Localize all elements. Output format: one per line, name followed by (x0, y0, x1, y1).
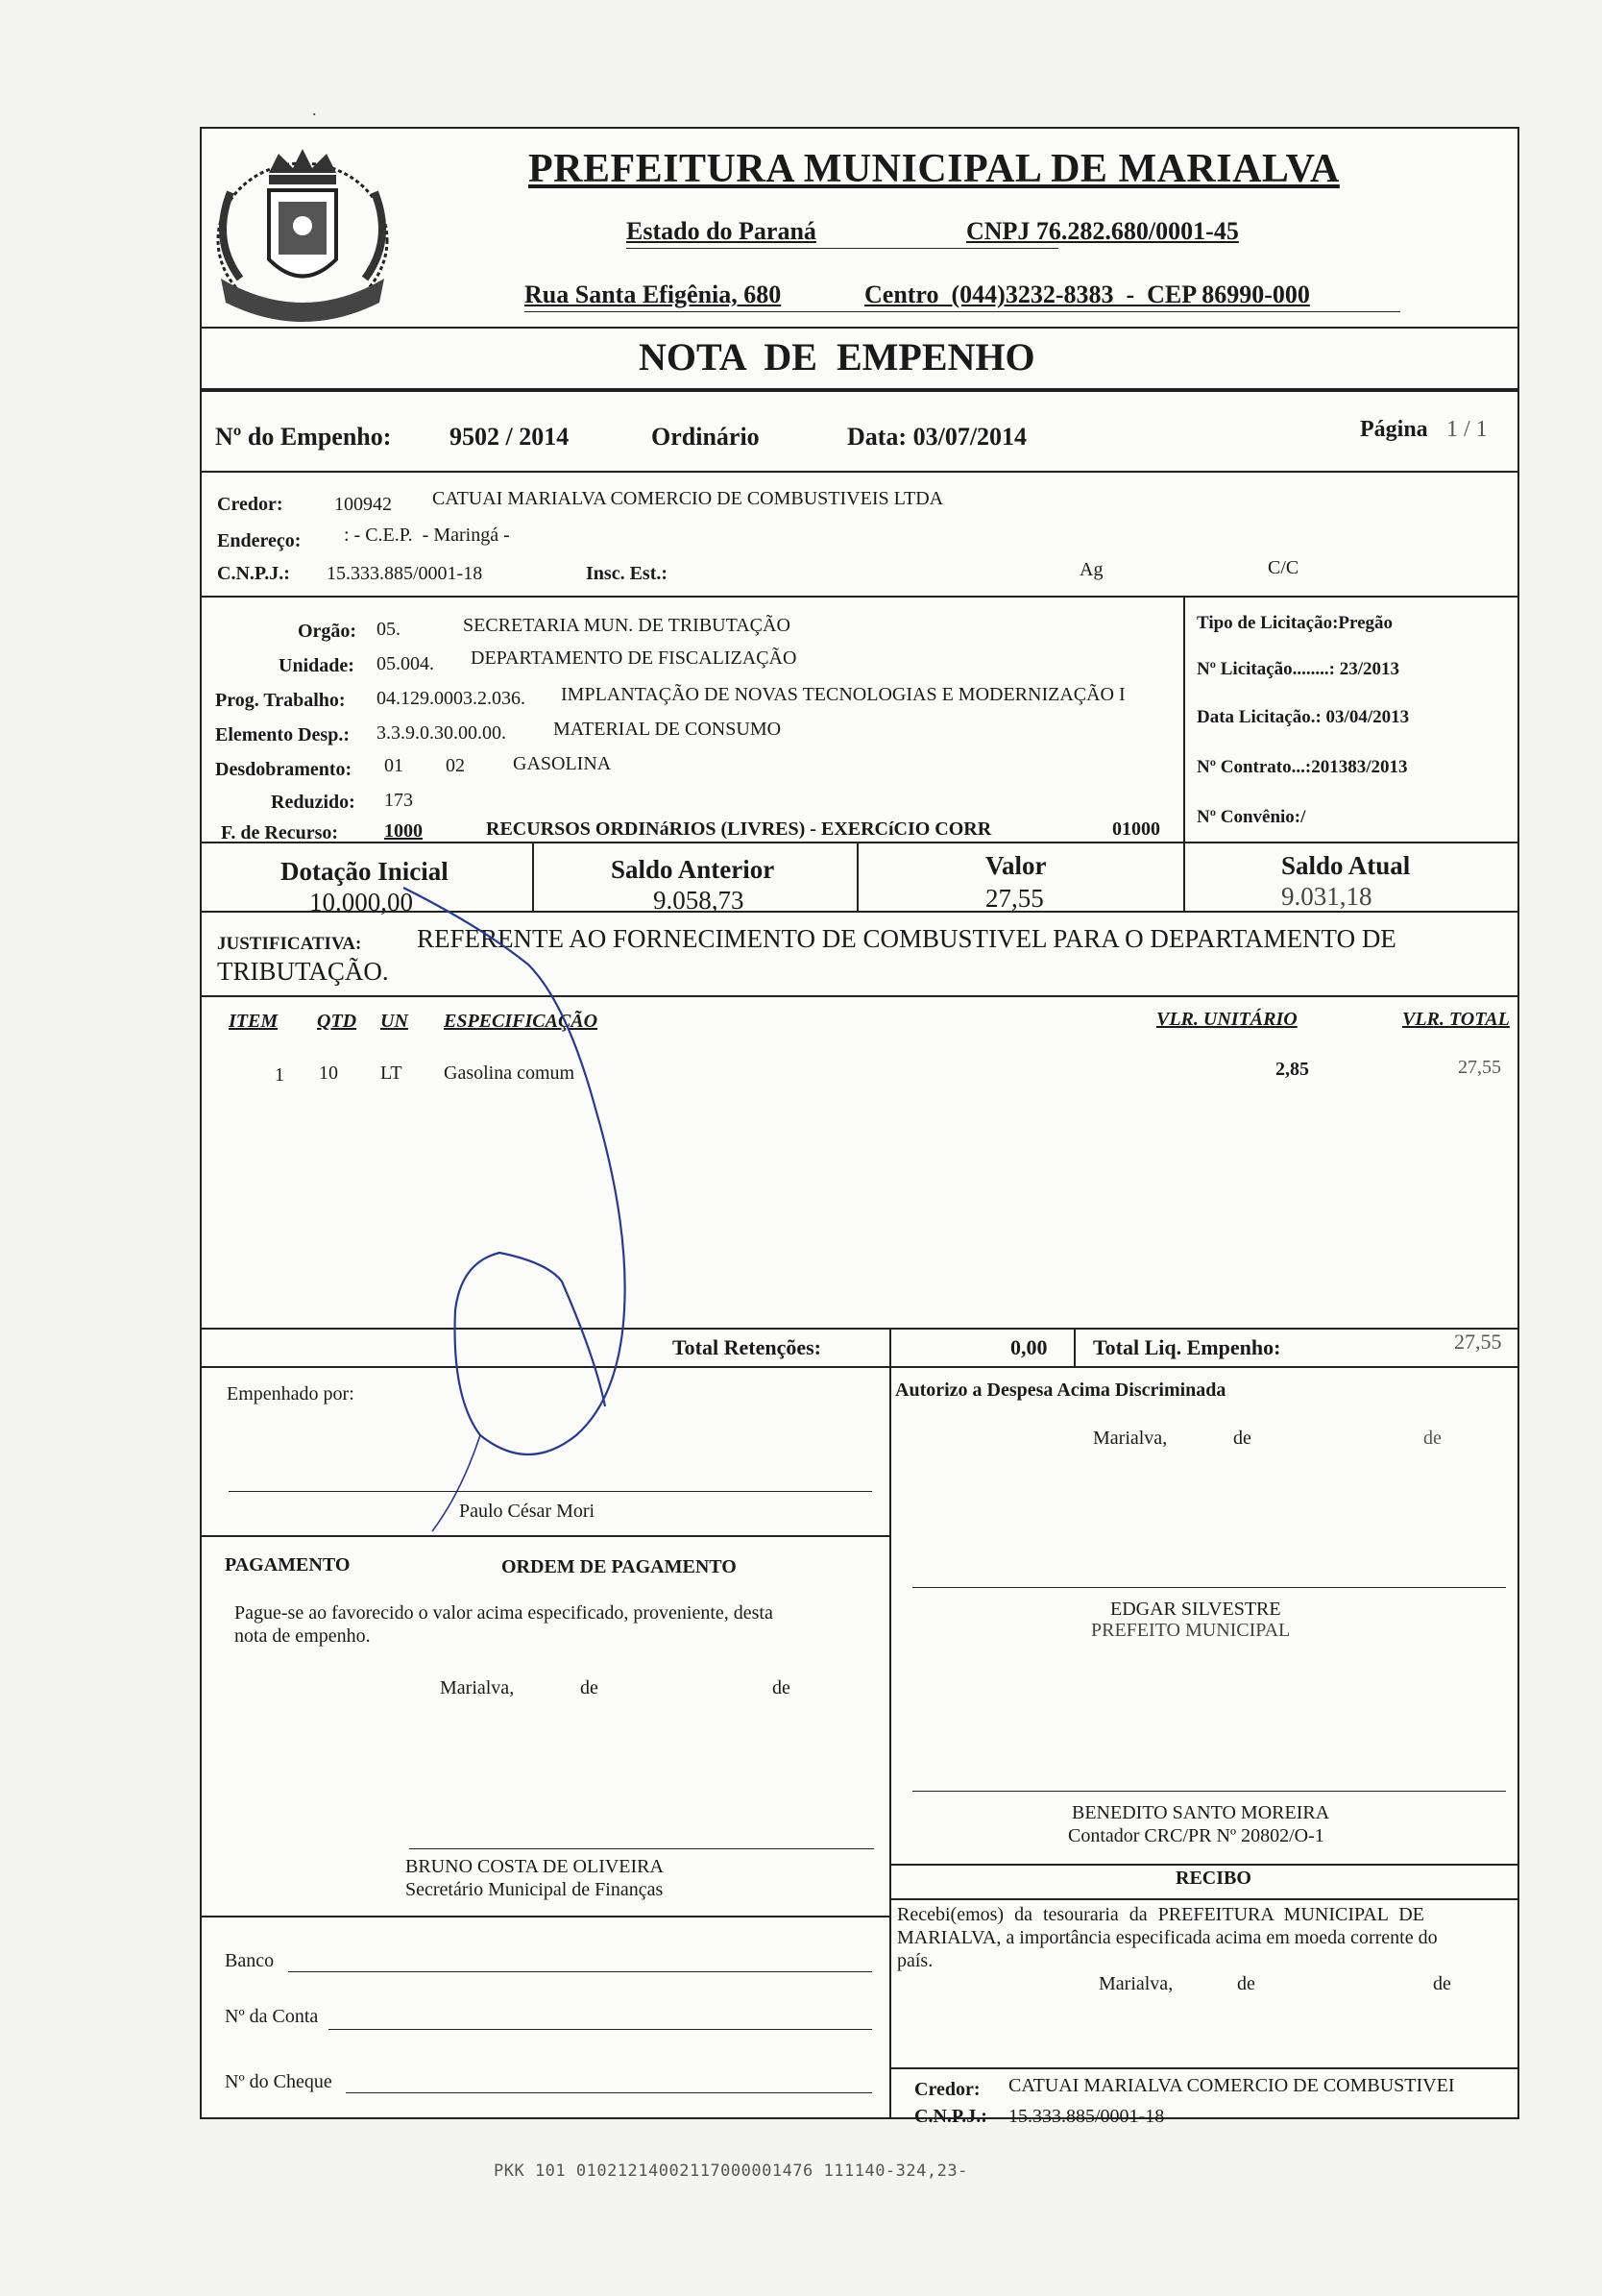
valor-label: Valor (985, 851, 1047, 880)
unidade-label: Unidade: (279, 655, 354, 676)
prog-name: IMPLANTAÇÃO DE NOVAS TECNOLOGIAS E MODERNIZAÇÃO I (561, 684, 1126, 705)
divider (202, 471, 1517, 473)
divider (889, 1864, 1517, 1866)
pagamento-de1: de (580, 1677, 598, 1698)
orgao-name: SECRETARIA MUN. DE TRIBUTAÇÃO (463, 615, 790, 636)
divider (1183, 842, 1185, 911)
banco-line (288, 1971, 872, 1972)
autorizo-de2: de (1423, 1428, 1442, 1449)
header-state: Estado do Paraná (626, 217, 816, 245)
credor-address: : - C.E.P. - Maringá - (344, 525, 510, 546)
banco-label: Banco (225, 1950, 275, 1971)
divider (857, 842, 859, 911)
orgao-code: 05. (376, 619, 400, 640)
recibo-label: RECIBO (1176, 1868, 1251, 1889)
col-vlr-total: VLR. TOTAL (1402, 1009, 1510, 1030)
orgao-label: Orgão: (298, 621, 357, 642)
contador-nome: BENEDITO SANTO MOREIRA (1072, 1802, 1330, 1823)
licitacao-contrato: Nº Contrato...:201383/2013 (1197, 757, 1408, 777)
desd-code2: 02 (446, 755, 465, 776)
col-qtd: QTD (317, 1011, 357, 1032)
justificativa-line2: TRIBUTAÇÃO. (217, 957, 389, 986)
divider (1074, 1328, 1076, 1366)
col-un: UN (380, 1011, 408, 1032)
page-value: 1 / 1 (1446, 417, 1488, 442)
header-address: Rua Santa Efigênia, 680 (524, 281, 782, 308)
reduzido-label: Reduzido: (271, 792, 355, 813)
prog-label: Prog. Trabalho: (215, 690, 346, 711)
valor-value: 27,55 (985, 884, 1044, 913)
doc-title: NOTA DE EMPENHO (639, 335, 1035, 379)
credor-cc-label: C/C (1268, 557, 1299, 578)
handwritten-signature (394, 859, 701, 1589)
empenho-type: Ordinário (651, 423, 760, 451)
saldo-atual-value: 9.031,18 (1281, 882, 1372, 911)
prog-code: 04.129.0003.2.036. (376, 688, 525, 709)
recibo-texto1: Recebi(emos) da tesouraria da PREFEITURA MUNICIPAL DE (897, 1904, 1424, 1925)
divider (889, 1385, 891, 2117)
credor-insc-label: Insc. Est.: (586, 563, 668, 584)
credor-cnpj: 15.333.885/0001-18 (327, 563, 483, 584)
autorizo-local: Marialva, (1093, 1428, 1168, 1449)
credor-code: 100942 (334, 494, 392, 515)
col-item: ITEM (229, 1011, 279, 1032)
liq-label: Total Liq. Empenho: (1093, 1335, 1281, 1359)
empenho-label: Nº do Empenho: (215, 423, 392, 451)
divider (889, 2067, 1517, 2069)
recibo-texto2: MARIALVA, a importância especificada acima em moeda corrente do (897, 1927, 1438, 1948)
divider (1183, 596, 1185, 842)
pagamento-texto1: Pague-se ao favorecido o valor acima especificado, proveniente, desta (234, 1602, 773, 1624)
licitacao-convenio: Nº Convênio:/ (1197, 807, 1306, 827)
divider (889, 1328, 891, 1385)
row-un: LT (380, 1063, 402, 1084)
reduzido-value: 173 (384, 790, 413, 811)
justificativa-line1: REFERENTE AO FORNECIMENTO DE COMBUSTIVEL PARA O DEPARTAMENTO DE (417, 924, 1396, 953)
conta-label: Nº da Conta (225, 2006, 319, 2027)
recibo-credor-label: Credor: (914, 2079, 981, 2100)
row-qtd: 10 (319, 1063, 338, 1084)
licitacao-data: Data Licitação.: 03/04/2013 (1197, 707, 1410, 727)
saldo-anterior-value: 9.058,73 (653, 886, 744, 915)
licitacao-numero: Nº Licitação........: 23/2013 (1197, 659, 1400, 679)
row-spec: Gasolina comum (444, 1063, 575, 1084)
divider (889, 1898, 1517, 1900)
empenho-date: Data: 03/07/2014 (847, 423, 1028, 451)
dotacao-inicial-value: 10.000,00 (309, 888, 413, 916)
row-total: 27,55 (1458, 1057, 1501, 1078)
divider (202, 842, 1517, 843)
secretario-nome: BRUNO COSTA DE OLIVEIRA (405, 1856, 664, 1877)
saldo-atual-label: Saldo Atual (1281, 851, 1411, 880)
elem-code: 3.3.9.0.30.00.00. (376, 722, 506, 744)
credor-ag-label: Ag (1080, 559, 1104, 580)
empenhado-label: Empenhado por: (227, 1383, 354, 1404)
retencoes-label: Total Retenções: (672, 1335, 821, 1359)
header-state-underline (626, 248, 1058, 249)
row-unit: 2,85 (1275, 1059, 1309, 1080)
recibo-local: Marialva, (1099, 1973, 1174, 1994)
desd-code1: 01 (384, 755, 403, 776)
divider (202, 596, 1517, 598)
header-title: PREFEITURA MUNICIPAL DE MARIALVA (528, 147, 1340, 191)
prefeito-nome: EDGAR SILVESTRE (1110, 1599, 1281, 1620)
credor-cnpj-label: C.N.P.J.: (217, 563, 290, 584)
retencoes-value: 0,00 (1010, 1335, 1048, 1359)
signature-line (912, 1791, 1506, 1792)
desd-name: GASOLINA (513, 753, 612, 774)
ordem-label: ORDEM DE PAGAMENTO (501, 1556, 737, 1577)
header-cnpj: CNPJ 76.282.680/0001-45 (966, 217, 1239, 245)
cheque-label: Nº do Cheque (225, 2071, 332, 2092)
divider (202, 327, 1517, 329)
unidade-code: 05.004. (376, 653, 434, 674)
stray-mark: . (312, 100, 317, 119)
elem-label: Elemento Desp.: (215, 724, 350, 745)
credor-name: CATUAI MARIALVA COMERCIO DE COMBUSTIVEIS LTDA (432, 488, 944, 509)
elem-name: MATERIAL DE CONSUMO (553, 719, 782, 740)
recibo-de2: de (1433, 1973, 1451, 1994)
pagamento-label: PAGAMENTO (225, 1554, 351, 1575)
footer-code: PKK 101 01021214002117000001476 111140-324,23- (494, 2162, 968, 2181)
col-vlr-unitario: VLR. UNITÁRIO (1156, 1009, 1298, 1030)
justificativa-label: JUSTIFICATIVA: (217, 934, 362, 954)
cheque-line (346, 2092, 872, 2093)
empenho-number: 9502 / 2014 (449, 423, 570, 451)
recurso-code: 1000 (384, 820, 423, 842)
licitacao-tipo: Tipo de Licitação:Pregão (1197, 613, 1394, 633)
recibo-cnpj-label: C.N.P.J.: (914, 2106, 987, 2127)
recibo-cnpj: 15.333.885/0001-18 (1008, 2106, 1165, 2127)
pagamento-de2: de (772, 1677, 790, 1698)
row-item: 1 (275, 1064, 284, 1086)
empenhado-nome: Paulo César Mori (459, 1501, 595, 1522)
pagamento-local: Marialva, (440, 1677, 515, 1698)
dotacao-inicial-label: Dotação Inicial (280, 857, 449, 886)
conta-line (328, 2029, 872, 2030)
col-especificacao: ESPECIFICAÇÃO (444, 1011, 598, 1032)
autorizo-de1: de (1233, 1428, 1251, 1449)
recurso-num: 01000 (1112, 818, 1160, 840)
recibo-credor-nome: CATUAI MARIALVA COMERCIO DE COMBUSTIVEI (1008, 2075, 1455, 2096)
brasao-icon (202, 134, 403, 336)
recurso-label: F. de Recurso: (221, 822, 339, 843)
page-label: Página (1360, 417, 1428, 442)
divider (202, 388, 1517, 392)
liq-value: 27,55 (1454, 1330, 1502, 1354)
credor-label: Credor: (217, 494, 283, 515)
recurso-name: RECURSOS ORDINáRIOS (LIVRES) - EXERCíCIO CORR (486, 818, 992, 840)
signature-line (912, 1587, 1506, 1588)
autorizo-label: Autorizo a Despesa Acima Discriminada (895, 1380, 1226, 1401)
pagamento-texto2: nota de empenho. (234, 1625, 371, 1647)
contador-cargo: Contador CRC/PR Nº 20802/O-1 (1068, 1825, 1324, 1846)
signature-line (409, 1848, 874, 1849)
unidade-name: DEPARTAMENTO DE FISCALIZAÇÃO (471, 647, 797, 669)
nota-de-empenho (200, 127, 1519, 2127)
secretario-cargo: Secretário Municipal de Finanças (405, 1879, 664, 1900)
header-address-underline (524, 311, 1400, 312)
divider (202, 1916, 889, 1917)
saldo-anterior-label: Saldo Anterior (611, 855, 775, 884)
recibo-de1: de (1237, 1973, 1255, 1994)
desd-label: Desdobramento: (215, 759, 352, 780)
credor-address-label: Endereço: (217, 530, 302, 551)
prefeito-cargo: PREFEITO MUNICIPAL (1091, 1620, 1291, 1641)
header-district-phone: Centro (044)3232-8383 - CEP 86990-000 (864, 281, 1310, 308)
recibo-texto3: país. (897, 1950, 934, 1971)
